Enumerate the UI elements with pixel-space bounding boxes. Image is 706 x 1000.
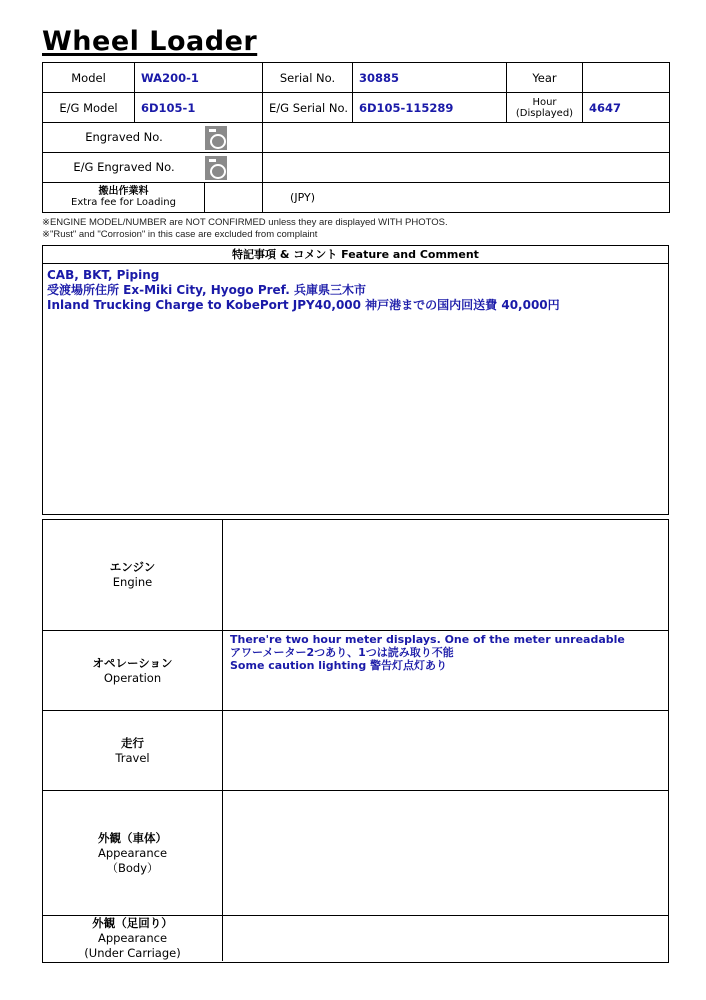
fee-currency: (JPY) [290, 191, 315, 204]
info-row-engraved [43, 123, 670, 153]
engraved-label-cell [43, 123, 263, 153]
feature-body [43, 264, 668, 317]
eval-category [43, 791, 223, 915]
feature-line: CAB, BKT, Piping [47, 268, 160, 282]
fee-label [43, 183, 315, 213]
hour-label [507, 93, 583, 123]
fee-value [263, 183, 670, 213]
eg-serial-label: E/G Serial No. [263, 93, 353, 123]
category-en2: （Body） [106, 860, 159, 875]
category-en: Engine [112, 575, 153, 589]
eval-row-engine [43, 520, 668, 630]
model-value: WA200-1 [135, 63, 263, 93]
eval-category [43, 520, 223, 630]
category-en: Appearance [97, 931, 168, 945]
info-row-eg-engraved [43, 153, 670, 183]
hour-value: 4647 [583, 93, 670, 123]
eg-serial-value: 6D105-115289 [353, 93, 507, 123]
category-jp: エンジン [109, 560, 156, 574]
category-en: Appearance [97, 845, 168, 860]
eval-comment [226, 916, 668, 961]
eval-row-operation [43, 630, 668, 710]
eval-row-travel [43, 710, 668, 790]
info-row-model [43, 63, 670, 93]
eval-comment [226, 791, 668, 915]
hour-label-line1: Hour [532, 96, 557, 108]
eval-comment [226, 520, 668, 630]
year-label: Year [507, 63, 583, 93]
comment-line: There're two hour meter displays. One of the meter unreadable [230, 633, 625, 646]
disclaimer-notes [42, 217, 448, 241]
feature-line: Inland Trucking Charge to KobePort JPY40,000 神戸港までの国内回送費 40,000円 [47, 298, 560, 312]
category-jp: 外観（車体） [98, 830, 167, 845]
eval-row-appearance-undercarriage [43, 915, 668, 961]
comment-line: Some caution lighting 警告灯点灯あり [230, 659, 448, 672]
eg-model-value: 6D105-1 [135, 93, 263, 123]
info-row-eg-model [43, 93, 670, 123]
eg-model-label: E/G Model [43, 93, 135, 123]
category-en: Travel [115, 750, 150, 765]
eg-engraved-value [263, 153, 670, 183]
model-label: Model [43, 63, 135, 93]
engraved-label: Engraved No. [85, 130, 163, 144]
feature-line: 受渡場所住所 Ex-Miki City, Hyogo Pref. 兵庫県三木市 [47, 283, 366, 297]
note-line: ※"Rust" and "Corrosion" in this case are excluded from complaint [42, 229, 318, 240]
year-value [583, 63, 670, 93]
engraved-value [263, 123, 670, 153]
feature-comment-box [42, 245, 669, 515]
eval-category [43, 916, 223, 961]
eval-row-appearance-body [43, 790, 668, 915]
info-row-fee [43, 183, 670, 213]
serial-value: 30885 [353, 63, 507, 93]
comment-line: アワーメーター2つあり、1つは読み取り不能 [230, 646, 454, 659]
eg-engraved-label: E/G Engraved No. [73, 160, 175, 174]
fee-label-jp: 搬出作業料 [98, 186, 149, 197]
category-en: Operation [103, 670, 162, 685]
eval-comment [226, 631, 668, 710]
category-jp: 外観（足回り） [92, 916, 173, 930]
hour-label-line2: (Displayed) [515, 107, 574, 119]
eval-category [43, 711, 223, 790]
camera-icon[interactable] [205, 156, 227, 180]
serial-label: Serial No. [263, 63, 353, 93]
note-line: ※ENGINE MODEL/NUMBER are NOT CONFIRMED unless they are displayed WITH PHOTOS. [42, 217, 448, 228]
feature-header: 特記事項 & コメント Feature and Comment [43, 246, 668, 264]
eval-category [43, 631, 223, 710]
category-jp: オペレーション [92, 655, 173, 670]
page-title: Wheel Loader [42, 26, 258, 57]
category-jp: 走行 [121, 735, 144, 750]
evaluation-table [42, 519, 669, 963]
category-en2: (Under Carriage) [84, 946, 181, 960]
eval-comment [226, 711, 668, 790]
fee-label-en: Extra fee for Loading [71, 197, 176, 208]
machine-info-table [42, 62, 670, 213]
fee-label-box [43, 183, 205, 212]
camera-icon[interactable] [205, 126, 227, 150]
eg-engraved-label-cell [43, 153, 263, 183]
